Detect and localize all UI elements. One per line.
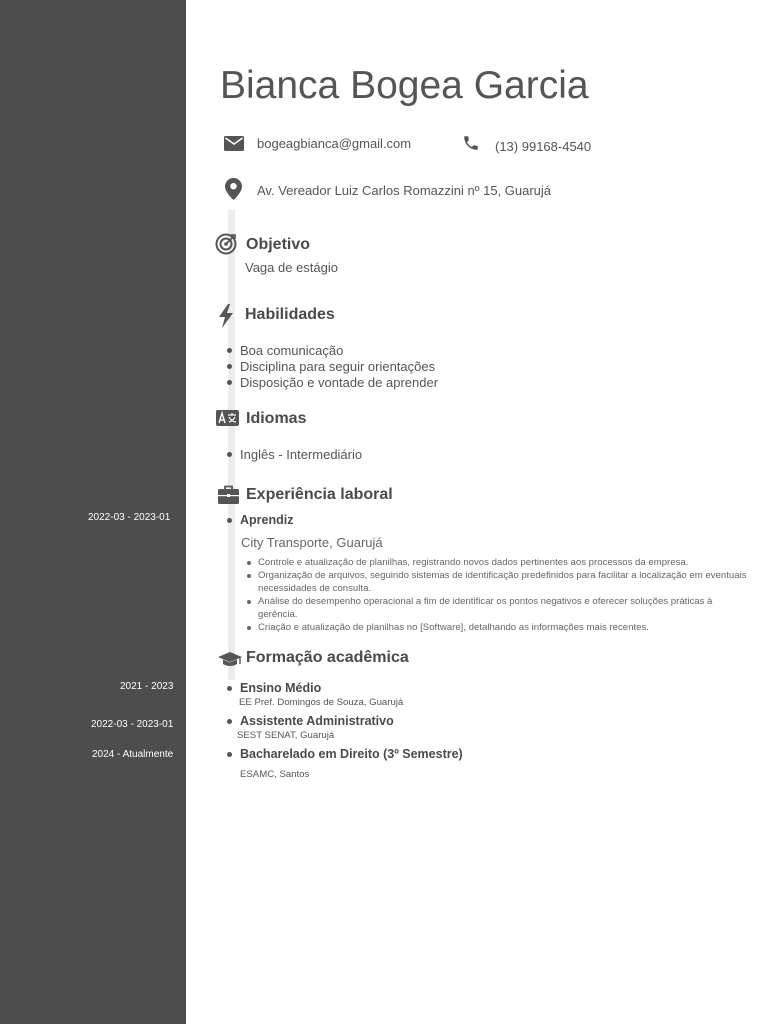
education-dates: 2022-03 - 2023-01 (91, 719, 174, 730)
bullet (227, 518, 232, 523)
translate-icon (216, 410, 239, 428)
bullet (227, 380, 232, 385)
email-link[interactable]: bogeagbianca@gmail.com (257, 136, 412, 151)
sub-bullet (247, 561, 251, 565)
bullet (227, 719, 232, 724)
lightning-icon (218, 304, 234, 328)
graduation-cap-icon (218, 651, 242, 669)
sub-bullet (247, 600, 251, 604)
skills-heading: Habilidades (245, 306, 335, 323)
phone-icon (462, 133, 480, 153)
sub-bullet (247, 574, 251, 578)
sidebar (0, 0, 186, 1024)
bullet (227, 752, 232, 757)
job-dates: 2022-03 - 2023-01 (88, 512, 171, 523)
education-title: Ensino Médio (240, 681, 322, 695)
education-school: ESAMC, Santos (240, 769, 310, 780)
experience-heading: Experiência laboral (246, 486, 393, 503)
job-company: City Transporte, Guarujá (241, 535, 383, 550)
target-icon (215, 233, 237, 255)
education-heading: Formação acadêmica (246, 649, 409, 666)
bullet (227, 452, 232, 457)
bullet (227, 348, 232, 353)
education-dates: 2024 - Atualmente (92, 749, 174, 760)
briefcase-icon (218, 485, 239, 504)
job-title: Aprendiz (240, 513, 294, 527)
job-duty: Criação e atualização de planilhas no [Software], detalhando as informações mais recentes. (258, 622, 649, 633)
sub-bullet (247, 626, 251, 630)
map-pin-icon (225, 178, 242, 200)
skill-item: Disposição e vontade de aprender (240, 375, 439, 390)
education-title: Bacharelado em Direito (3º Semestre) (240, 747, 463, 761)
education-dates: 2021 - 2023 (120, 681, 174, 692)
education-school: EE Pref. Domingos de Souza, Guarujá (239, 697, 404, 708)
job-duty: Controle e atualização de planilhas, registrando novos dados pertinentes aos processos da empresa. (258, 557, 689, 568)
job-duty: Análise do desempenho operacional a fim de identificar os pontos negativos e oferecer soluções práticas à gerência. (258, 596, 713, 620)
language-item: Inglês - Intermediário (240, 447, 363, 462)
bullet (227, 364, 232, 369)
objective-heading: Objetivo (246, 236, 311, 253)
job-duty: Organização de arquivos, seguindo sistemas de identificação predefinidos para facilitar a localização em eventuais necessidades de consulta. (258, 570, 747, 594)
bullet (227, 686, 232, 691)
education-school: SEST SENAT, Guarujá (237, 730, 335, 741)
languages-heading: Idiomas (246, 410, 307, 427)
address-text: Av. Vereador Luiz Carlos Romazzini nº 15, Guarujá (257, 183, 552, 198)
skill-item: Boa comunicação (240, 343, 344, 358)
timeline-line (228, 210, 235, 680)
objective-text: Vaga de estágio (245, 260, 338, 275)
envelope-icon (224, 136, 244, 151)
skill-item: Disciplina para seguir orientações (240, 359, 436, 374)
candidate-name: Bianca Bogea Garcia (220, 64, 589, 107)
education-title: Assistente Administrativo (240, 714, 394, 728)
phone-number[interactable]: (13) 99168-4540 (495, 139, 592, 154)
